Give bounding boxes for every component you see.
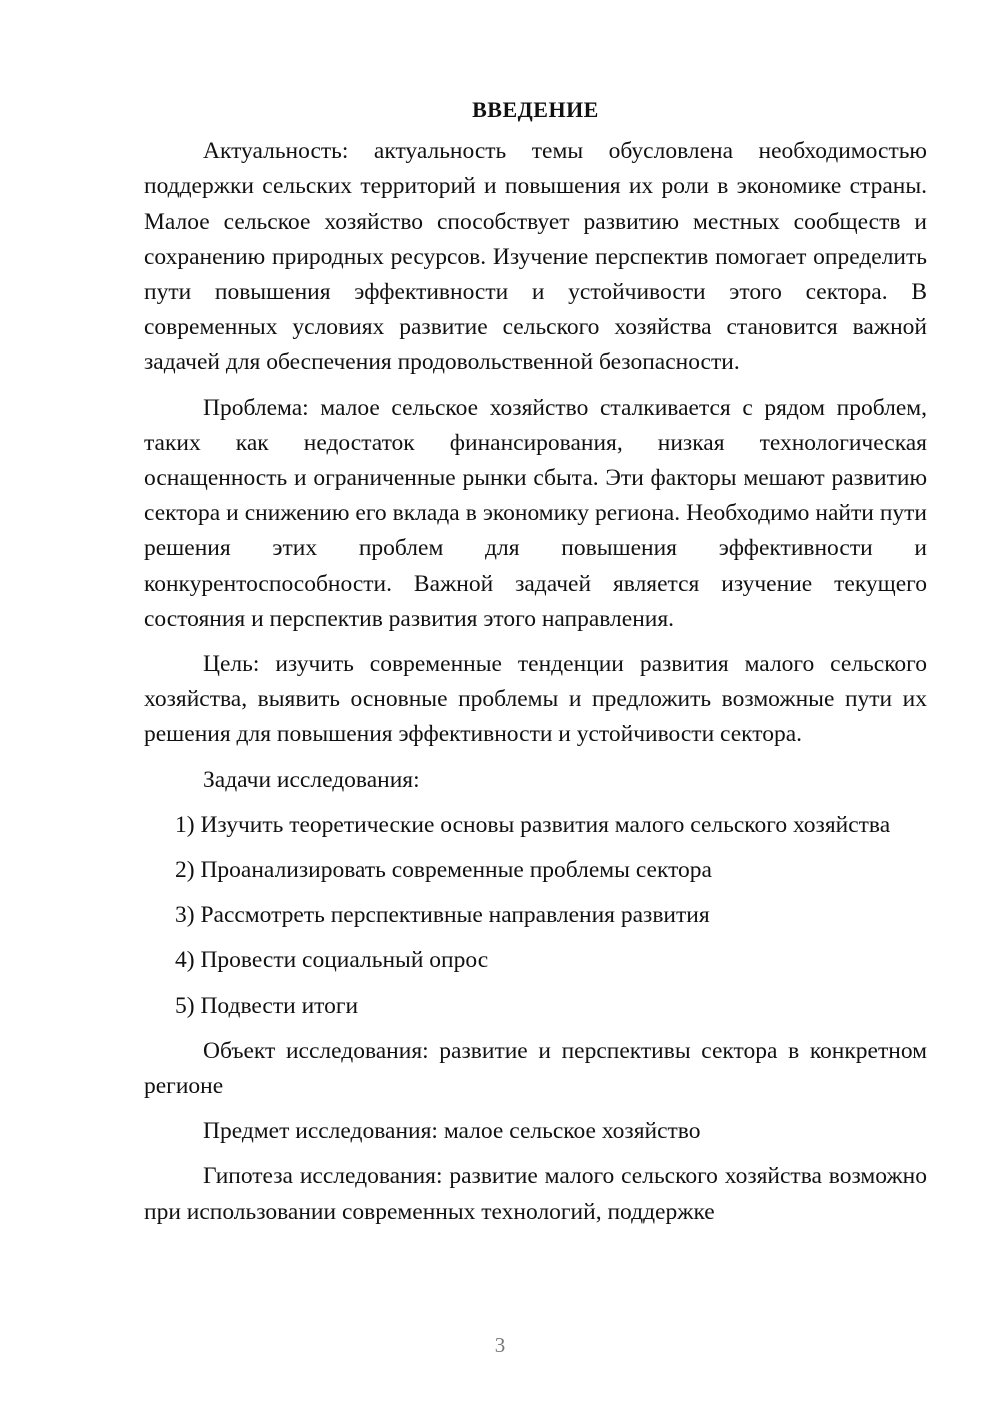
paragraph-goal: Цель: изучить современные тенденции развития малого сельского хозяйства, выявить основные проблемы и предложить возможные пути их решения для повышения эффективности и устойчивости сектора.: [144, 651, 927, 748]
task-item-1: 1) Изучить теоретические основы развития малого сельского хозяйства: [175, 811, 891, 838]
paragraph-subject: Предмет исследования: малое сельское хозяйство: [203, 1118, 701, 1145]
paragraph-object: Объект исследования: развитие и перспективы сектора в конкретном регионе: [144, 1037, 927, 1100]
page-number: 3: [494, 1333, 506, 1357]
task-item-4: 4) Провести социальный опрос: [175, 947, 489, 974]
paragraph-problem: Проблема: малое сельское хозяйство сталкивается с рядом проблем, таких как недостаток финансирования, низкая технологическая оснащенность и ограниченные рынки сбыта. Эти факторы мешают развитию сектора и снижению его вклада в экономику региона. Необходимо найти пути решения этих проблем для повышения эффективности и конкурентоспособности. Важной задачей является изучение текущего состояния и перспектив развития этого направления.: [144, 394, 927, 632]
paragraph-relevance: Актуальность: актуальность темы обусловлена необходимостью поддержки сельских территорий и повышения их роли в экономике страны. Малое сельское хозяйство способствует развитию местных сообществ и сохранению природных ресурсов. Изучение перспектив помогает определить пути повышения эффективности и устойчивости этого сектора. В современных условиях развитие сельского хозяйства становится важной задачей для обеспечения продовольственной безопасности.: [144, 138, 927, 376]
page-heading: ВВЕДЕНИЕ: [472, 97, 599, 122]
page-content: [144, 92, 927, 1240]
paragraph-hypothesis: Гипотеза исследования: развитие малого сельского хозяйства возможно при использовании современных технологий, поддержке: [144, 1163, 927, 1225]
task-item-3: 3) Рассмотреть перспективные направления развития: [175, 902, 710, 929]
task-item-5: 5) Подвести итоги: [175, 992, 359, 1019]
tasks-title: Задачи исследования:: [203, 766, 420, 793]
task-item-2: 2) Проанализировать современные проблемы сектора: [175, 857, 712, 884]
